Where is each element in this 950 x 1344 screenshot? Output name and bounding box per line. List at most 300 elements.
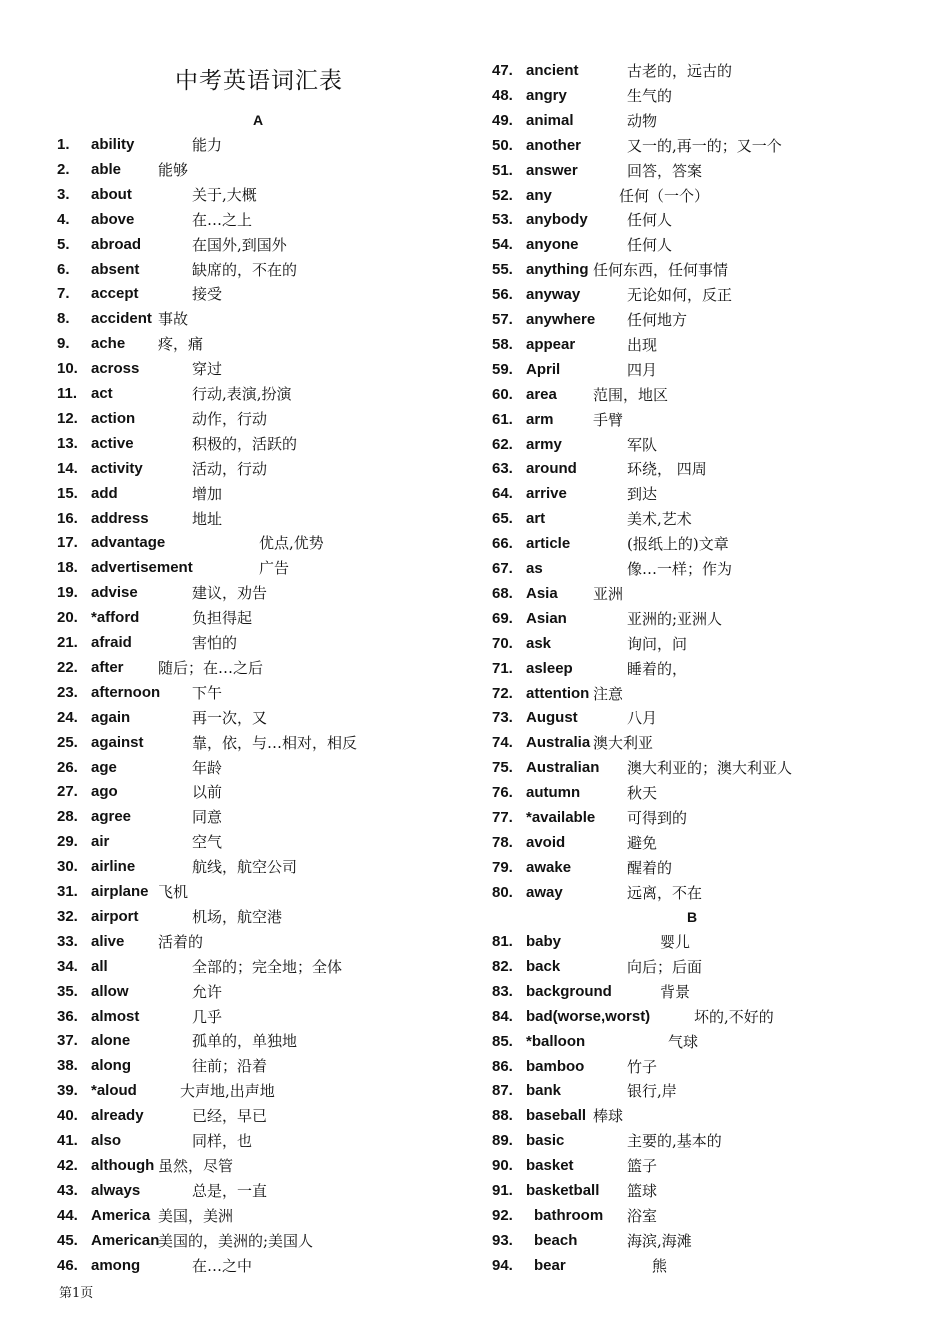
entry-meaning: 棒球 [593,1107,624,1126]
entry-word: ache [91,335,126,353]
entry-number: 38. [57,1057,78,1075]
entry-word: advise [91,584,138,602]
entry-meaning: 允许 [192,982,223,1001]
entry-number: 36. [57,1007,78,1025]
entry-meaning: 接受 [192,285,223,304]
vocab-entry [492,359,912,381]
entry-meaning: 活着的 [158,932,204,951]
entry-meaning: 害怕的 [192,634,238,652]
vocab-entry [492,583,912,605]
entry-word: anybody [526,211,588,229]
entry-number: 3. [57,185,70,203]
entry-word: avoid [526,833,566,851]
entry-number: 73. [492,709,513,727]
vocab-entry [492,732,912,754]
entry-word: airline [91,858,136,876]
vocab-entry [57,433,457,455]
entry-number: 20. [57,609,78,627]
entry-word: away [526,883,563,901]
entry-number: 87. [492,1082,513,1100]
vocab-entry [492,931,912,953]
entry-word: angry [526,86,567,104]
entry-word: after [91,658,124,676]
entry-number: 5. [57,235,70,253]
entry-word: active [91,434,134,452]
entry-word: accept [91,285,139,303]
entry-meaning: 疼，痛 [158,335,204,354]
entry-meaning: 坏的,不好的 [694,1007,774,1026]
entry-number: 55. [492,261,513,279]
vocab-entry [57,1105,457,1127]
entry-word: already [91,1107,144,1125]
vocab-entry [492,707,912,729]
entry-word: asleep [526,659,573,677]
entry-meaning: 负担得起 [192,609,253,628]
section-heading-b: B [687,909,698,925]
entry-number: 12. [57,409,78,427]
entry-word: back [526,957,561,975]
vocab-entry [492,683,912,705]
entry-word: anyway [526,286,581,304]
entry-word: background [526,982,612,1000]
vocab-entry [492,85,912,107]
vocab-entry [57,209,457,231]
entry-number: 90. [492,1157,513,1175]
entry-word: animal [526,111,574,129]
entry-word: alive [91,932,125,950]
entry-meaning: 大声地,出声地 [180,1082,275,1101]
entry-number: 88. [492,1107,513,1125]
vocab-entry [492,259,912,281]
entry-word: absent [91,260,140,278]
entry-number: 81. [492,933,513,950]
entry-word: action [91,409,136,427]
vocab-entry [492,558,912,580]
entry-meaning: (报纸上的)文章 [627,535,729,554]
vocab-entry [57,532,457,554]
vocab-entry [492,284,912,306]
entry-meaning: 孤单的，单独地 [192,1032,298,1051]
entry-number: 22. [57,658,78,676]
vocab-entry [57,1230,457,1252]
entry-number: 78. [492,833,513,851]
entry-word: awake [526,858,572,876]
entry-meaning: 亚洲 [593,584,624,603]
vocab-entry [57,1130,457,1152]
entry-meaning: 任何（一个） [619,186,710,205]
entry-number: 24. [57,708,78,726]
entry-meaning: 银行,岸 [627,1082,677,1101]
entry-meaning: 几乎 [192,1007,223,1026]
vocab-entry [57,781,457,803]
entry-number: 30. [57,858,78,876]
vocab-entry [492,1180,912,1202]
vocab-entry [57,408,457,430]
vocab-entry [57,557,457,579]
entry-word: although [91,1156,155,1174]
vocab-entry [57,1055,457,1077]
entry-word: airplane [91,883,149,900]
entry-number: 60. [492,385,513,403]
entry-number: 67. [492,560,513,577]
entry-word: ancient [526,62,579,79]
vocab-entry [57,707,457,729]
entry-word: basketball [526,1182,600,1199]
entry-word: add [91,484,118,502]
vocab-entry [492,409,912,431]
entry-number: 9. [57,335,70,353]
entry-word: Asia [526,584,558,602]
entry-word: across [91,360,140,378]
vocab-entry [57,184,457,206]
entry-meaning: 空气 [192,833,223,852]
vocab-entry [492,782,912,804]
entry-meaning: 任何地方 [627,311,688,329]
entry-number: 35. [57,982,78,1000]
vocab-entry [57,1080,457,1102]
entry-meaning: 穿过 [192,360,223,379]
entry-number: 10. [57,360,78,378]
entry-number: 2. [57,160,70,178]
vocab-entry [57,582,457,604]
entry-number: 92. [492,1206,513,1224]
vocab-entry [492,209,912,231]
entry-number: 42. [57,1156,78,1174]
entry-word: basket [526,1157,574,1175]
entry-meaning: 环绕， 四周 [627,460,707,479]
page-title: 中考英语词汇表 [175,68,343,94]
entry-meaning: 篮球 [627,1182,658,1200]
entry-meaning: 任何东西，任何事情 [593,261,729,280]
entry-meaning: 回答，答案 [627,161,703,180]
entry-meaning: 手臂 [593,410,624,429]
vocab-entry [57,508,457,530]
vocab-entry [492,334,912,356]
vocab-entry [57,1006,457,1028]
entry-word: *balloon [526,1032,586,1050]
entry-meaning: 美国，美洲 [158,1206,234,1225]
entry-number: 49. [492,111,513,129]
entry-word: against [91,733,144,751]
entry-number: 29. [57,833,78,851]
entry-number: 77. [492,809,513,826]
entry-word: bear [534,1256,566,1274]
entry-number: 27. [57,783,78,801]
entry-number: 25. [57,733,78,751]
entry-meaning: 澳大利亚的；澳大利亚人 [627,759,793,778]
entry-word: afternoon [91,683,161,701]
vocab-entry [492,60,912,82]
entry-number: 94. [492,1256,513,1274]
entry-meaning: 同意 [192,808,223,827]
entry-number: 52. [492,186,513,204]
entry-word: along [91,1057,131,1075]
entry-word: article [526,535,571,553]
entry-meaning: 八月 [627,709,658,728]
entry-number: 89. [492,1132,513,1150]
vocab-entry [57,881,457,903]
entry-number: 84. [492,1007,513,1025]
entry-word: appear [526,335,576,353]
vocab-entry [492,483,912,505]
entry-meaning: 地址 [192,509,223,528]
entry-meaning: 醒着的 [627,858,673,877]
entry-word: bamboo [526,1057,585,1075]
vocab-entry [57,931,457,953]
entry-number: 44. [57,1206,78,1224]
entry-word: agree [91,808,132,826]
entry-word: allow [91,982,129,1000]
entry-word: *available [526,809,596,826]
vocab-entry [492,1105,912,1127]
entry-word: anything [526,261,589,279]
entry-number: 58. [492,335,513,353]
entry-meaning: 随后；在…之后 [158,658,264,677]
vocab-entry [492,633,912,655]
entry-word: act [91,385,113,402]
entry-word: any [526,186,552,204]
entry-word: Australia [526,734,591,752]
vocab-entry [57,682,457,704]
entry-number: 61. [492,410,513,428]
entry-word: ask [526,634,552,652]
entry-number: 21. [57,634,78,651]
vocab-entry [57,906,457,928]
entry-word: as [526,560,543,577]
entry-number: 62. [492,435,513,453]
entry-meaning: 动物 [627,111,658,130]
entry-word: afraid [91,634,132,651]
vocab-entry [492,1080,912,1102]
entry-number: 53. [492,211,513,229]
vocab-entry [492,234,912,256]
entry-meaning: 向后；后面 [627,957,703,976]
vocab-entry [57,383,457,405]
entry-meaning: 四月 [627,360,658,379]
entry-meaning: 熊 [652,1256,668,1275]
vocab-entry [492,160,912,182]
entry-meaning: 古老的，远古的 [627,62,733,80]
entry-word: always [91,1181,141,1199]
entry-number: 71. [492,659,513,677]
entry-meaning: 又一的,再一的；又一个 [627,136,782,155]
entry-word: art [526,510,546,528]
entry-word: alone [91,1032,131,1050]
entry-word: again [91,708,131,726]
entry-meaning: 缺席的，不在的 [192,260,298,279]
entry-meaning: 无论如何，反正 [627,286,733,305]
entry-number: 72. [492,684,513,702]
entry-meaning: 远离，不在 [627,883,703,902]
vocab-entry [57,259,457,281]
vocab-entry [57,159,457,181]
entry-word: bathroom [534,1206,604,1224]
entry-meaning: 浴室 [627,1206,658,1225]
vocab-entry [492,1205,912,1227]
entry-number: 34. [57,957,78,975]
entry-number: 43. [57,1181,78,1199]
entry-meaning: 动作，行动 [192,409,268,428]
vocab-entry [492,757,912,779]
entry-meaning: 竹子 [627,1057,658,1076]
vocab-entry [492,807,912,829]
entry-number: 46. [57,1256,78,1274]
entry-number: 50. [492,136,513,154]
vocab-entry [57,308,457,330]
entry-number: 91. [492,1182,513,1199]
entry-number: 74. [492,734,513,752]
vocab-entry [492,882,912,904]
entry-number: 31. [57,883,78,900]
entry-number: 83. [492,982,513,1000]
entry-number: 47. [492,62,513,79]
entry-number: 19. [57,584,78,602]
entry-word: arrive [526,485,567,503]
vocab-entry [57,1255,457,1277]
entry-word: basic [526,1132,565,1150]
entry-meaning: 范围，地区 [593,385,669,404]
entry-number: 80. [492,883,513,901]
entry-meaning: 往前；沿着 [192,1057,268,1076]
entry-meaning: 婴儿 [660,933,691,951]
entry-meaning: 总是，一直 [192,1181,268,1200]
entry-meaning: 虽然，尽管 [158,1156,234,1175]
entry-word: bank [526,1082,562,1100]
entry-meaning: 积极的，活跃的 [192,434,298,453]
entry-number: 59. [492,360,513,378]
entry-meaning: 到达 [627,485,658,504]
vocab-entry [492,1006,912,1028]
entry-number: 57. [492,311,513,328]
entry-number: 39. [57,1082,78,1100]
entry-meaning: 生气的 [627,86,673,105]
vocab-entry [492,1230,912,1252]
entry-number: 63. [492,460,513,478]
entry-word: attention [526,684,590,702]
vocab-entry [57,806,457,828]
entry-number: 54. [492,236,513,254]
page-footer: 第1页 [59,1286,94,1301]
vocab-entry [57,956,457,978]
entry-word: area [526,385,557,403]
entry-meaning: 全部的；完全地；全体 [192,957,343,976]
vocab-entry [57,632,457,654]
entry-number: 41. [57,1132,78,1149]
entry-meaning: 飞机 [158,883,189,901]
entry-number: 51. [492,161,513,179]
entry-meaning: 在国外,到国外 [192,235,287,254]
entry-meaning: 航线，航空公司 [192,858,298,877]
entry-word: also [91,1132,122,1149]
vocab-entry [57,657,457,679]
entry-meaning: 秋天 [627,784,658,803]
entry-word: age [91,758,117,776]
vocab-entry [57,1180,457,1202]
vocab-entry [57,732,457,754]
entry-meaning: 任何人 [627,211,673,230]
vocab-entry [57,134,457,156]
entry-word: April [526,360,561,378]
entry-meaning: 行动,表演,扮演 [192,385,292,403]
vocab-entry [492,185,912,207]
entry-meaning: 下午 [192,683,223,702]
entry-number: 48. [492,86,513,104]
entry-word: ago [91,783,118,801]
entry-word: almost [91,1007,140,1025]
entry-word: *aloud [91,1082,137,1100]
entry-number: 93. [492,1231,513,1249]
entry-meaning: 任何人 [627,236,673,255]
entry-word: address [91,509,149,527]
vocab-entry [492,110,912,132]
entry-word: another [526,136,582,154]
vocab-entry [57,483,457,505]
entry-number: 13. [57,434,78,452]
vocab-entry [492,832,912,854]
vocab-entry [57,856,457,878]
entry-word: abroad [91,235,142,253]
entry-meaning: 事故 [158,310,189,329]
entry-number: 8. [57,310,70,328]
entry-number: 26. [57,758,78,776]
vocab-entry [492,1031,912,1053]
entry-word: among [91,1256,141,1274]
entry-meaning: 在…之上 [192,210,253,229]
entry-word: advantage [91,534,166,552]
vocab-entry [492,857,912,879]
entry-number: 15. [57,484,78,502]
entry-meaning: 主要的,基本的 [627,1132,722,1151]
entry-meaning: 增加 [192,484,223,503]
entry-number: 11. [57,385,78,402]
entry-word: anyone [526,236,579,254]
entry-meaning: 以前 [192,783,223,802]
vocab-entry [492,508,912,530]
entry-meaning: 能力 [192,136,223,154]
entry-meaning: 睡着的， [627,659,688,678]
entry-word: accident [91,310,152,328]
entry-word: beach [534,1231,578,1249]
vocab-entry [57,757,457,779]
entry-meaning: 海滨,海滩 [627,1231,692,1250]
entry-meaning: 美术,艺术 [627,510,692,529]
entry-word: Australian [526,759,600,777]
vocab-entry [57,1205,457,1227]
entry-meaning: 美国的，美洲的;美国人 [158,1231,314,1250]
entry-meaning: 能够 [158,160,189,179]
entry-meaning: 机场，航空港 [192,907,283,926]
entry-meaning: 年龄 [192,758,223,777]
entry-meaning: 优点,优势 [259,534,324,553]
entry-number: 79. [492,858,513,876]
vocab-entry [57,1030,457,1052]
entry-number: 56. [492,286,513,304]
entry-number: 69. [492,609,513,627]
vocab-entry [492,981,912,1003]
vocab-entry [492,309,912,331]
entry-meaning: 避免 [627,833,658,852]
entry-meaning: 像…一样；作为 [627,560,733,578]
entry-word: ability [91,136,135,153]
entry-number: 65. [492,510,513,528]
entry-word: army [526,435,562,453]
entry-word: about [91,185,132,203]
entry-number: 66. [492,535,513,553]
entry-number: 86. [492,1057,513,1075]
entry-number: 82. [492,957,513,975]
entry-number: 16. [57,509,78,527]
entry-word: baseball [526,1107,587,1125]
